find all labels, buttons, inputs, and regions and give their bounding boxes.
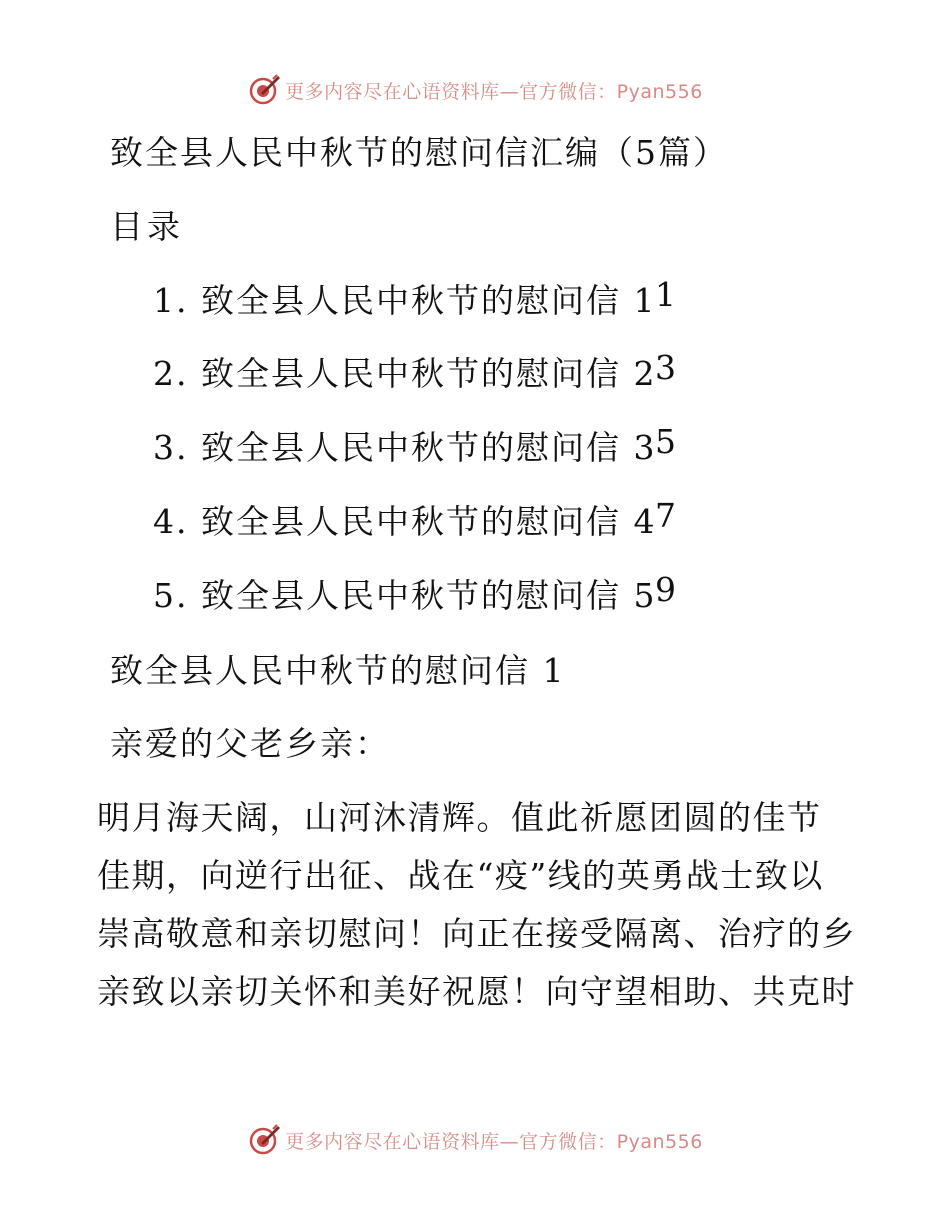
toc-item-1[interactable]: 1. 致全县人民中秋节的慰问信 1 [153,281,657,320]
toc-heading: 目录 [110,207,184,246]
toc-page-number-5: 9 [655,570,676,609]
toc-page-number-4: 7 [655,496,676,535]
toc-page-number-1: 1 [655,275,676,314]
toc-item-4[interactable]: 4. 致全县人民中秋节的慰问信 4 [153,502,657,541]
quill-seal-icon [247,1123,281,1157]
section-title: 致全县人民中秋节的慰问信 1 [110,651,566,690]
body-line-1: 明月海天阔，山河沐清辉。值此祈愿团圆的佳节 [97,798,822,837]
body-line-2: 佳期，向逆行出征、战在“疫”线的英勇战士致以 [97,856,824,895]
banner-text: 更多内容尽在心语资料库—官方微信：Pyan556 [285,80,703,103]
toc-item-5[interactable]: 5. 致全县人民中秋节的慰问信 5 [153,576,657,615]
body-line-4: 亲致以亲切关怀和美好祝愿！向守望相助、共克时 [97,972,856,1011]
banner-text: 更多内容尽在心语资料库—官方微信：Pyan556 [285,1130,703,1153]
footer-banner [0,1122,950,1158]
quill-seal-icon [247,73,281,107]
toc-item-2[interactable]: 2. 致全县人民中秋节的慰问信 2 [153,354,657,393]
body-line-3: 崇高敬意和亲切慰问！向正在接受隔离、治疗的乡 [97,914,856,953]
document-title: 致全县人民中秋节的慰问信汇编（5篇） [110,133,728,172]
toc-page-number-2: 3 [655,348,676,387]
toc-item-3[interactable]: 3. 致全县人民中秋节的慰问信 3 [153,428,657,467]
header-banner [0,72,950,108]
toc-page-number-3: 5 [655,422,676,461]
salutation: 亲爱的父老乡亲： [110,724,390,763]
